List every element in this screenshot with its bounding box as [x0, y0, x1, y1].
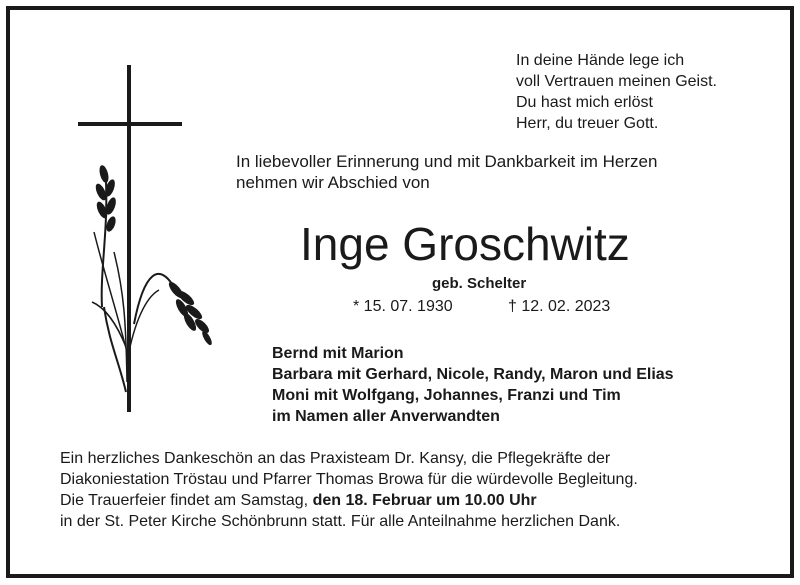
thanks-line: Diakoniestation Tröstau und Pfarrer Thomas Browa für die würdevolle Begleitung.: [60, 471, 638, 488]
thanks-line: Ein herzliches Dankeschön an das Praxisteam Dr. Kansy, die Pflegekräfte der: [60, 450, 611, 467]
thanks-block: [60, 448, 638, 532]
thanks-line: in der St. Peter Kirche Schönbrunn statt. Für alle Anteilnahme herzlichen Dank.: [60, 513, 621, 530]
mourners-block: [272, 343, 674, 427]
intro-line: In liebevoller Erinnerung und mit Dankbarkeit im Herzen: [236, 152, 658, 171]
mourner-line: im Namen aller Anverwandten: [272, 408, 500, 425]
mourner-line: Barbara mit Gerhard, Nicole, Randy, Maron und Elias: [272, 366, 674, 383]
verse-line: In deine Hände lege ich: [516, 52, 685, 69]
service-date: den 18. Februar um 10.00 Uhr: [312, 492, 537, 509]
thanks-line: [60, 490, 638, 511]
verse-line: Herr, du treuer Gott.: [516, 115, 659, 132]
mourner-line: Bernd mit Marion: [272, 345, 404, 362]
service-intro: Die Trauerfeier findet am Samstag,: [60, 492, 313, 509]
deceased-name: Inge Groschwitz: [300, 218, 630, 270]
cross-with-wheat-icon: [74, 62, 224, 417]
verse-line: voll Vertrauen meinen Geist.: [516, 73, 717, 90]
intro-block: [236, 151, 657, 193]
mourner-line: Moni mit Wolfgang, Johannes, Franzi und Tim: [272, 387, 621, 404]
maiden-name: geb. Schelter: [432, 275, 527, 292]
death-date: † 12. 02. 2023: [508, 298, 611, 315]
intro-line: nehmen wir Abschied von: [236, 173, 430, 192]
birth-date: * 15. 07. 1930: [353, 298, 453, 315]
verse-block: [516, 50, 717, 134]
verse-line: Du hast mich erlöst: [516, 94, 653, 111]
